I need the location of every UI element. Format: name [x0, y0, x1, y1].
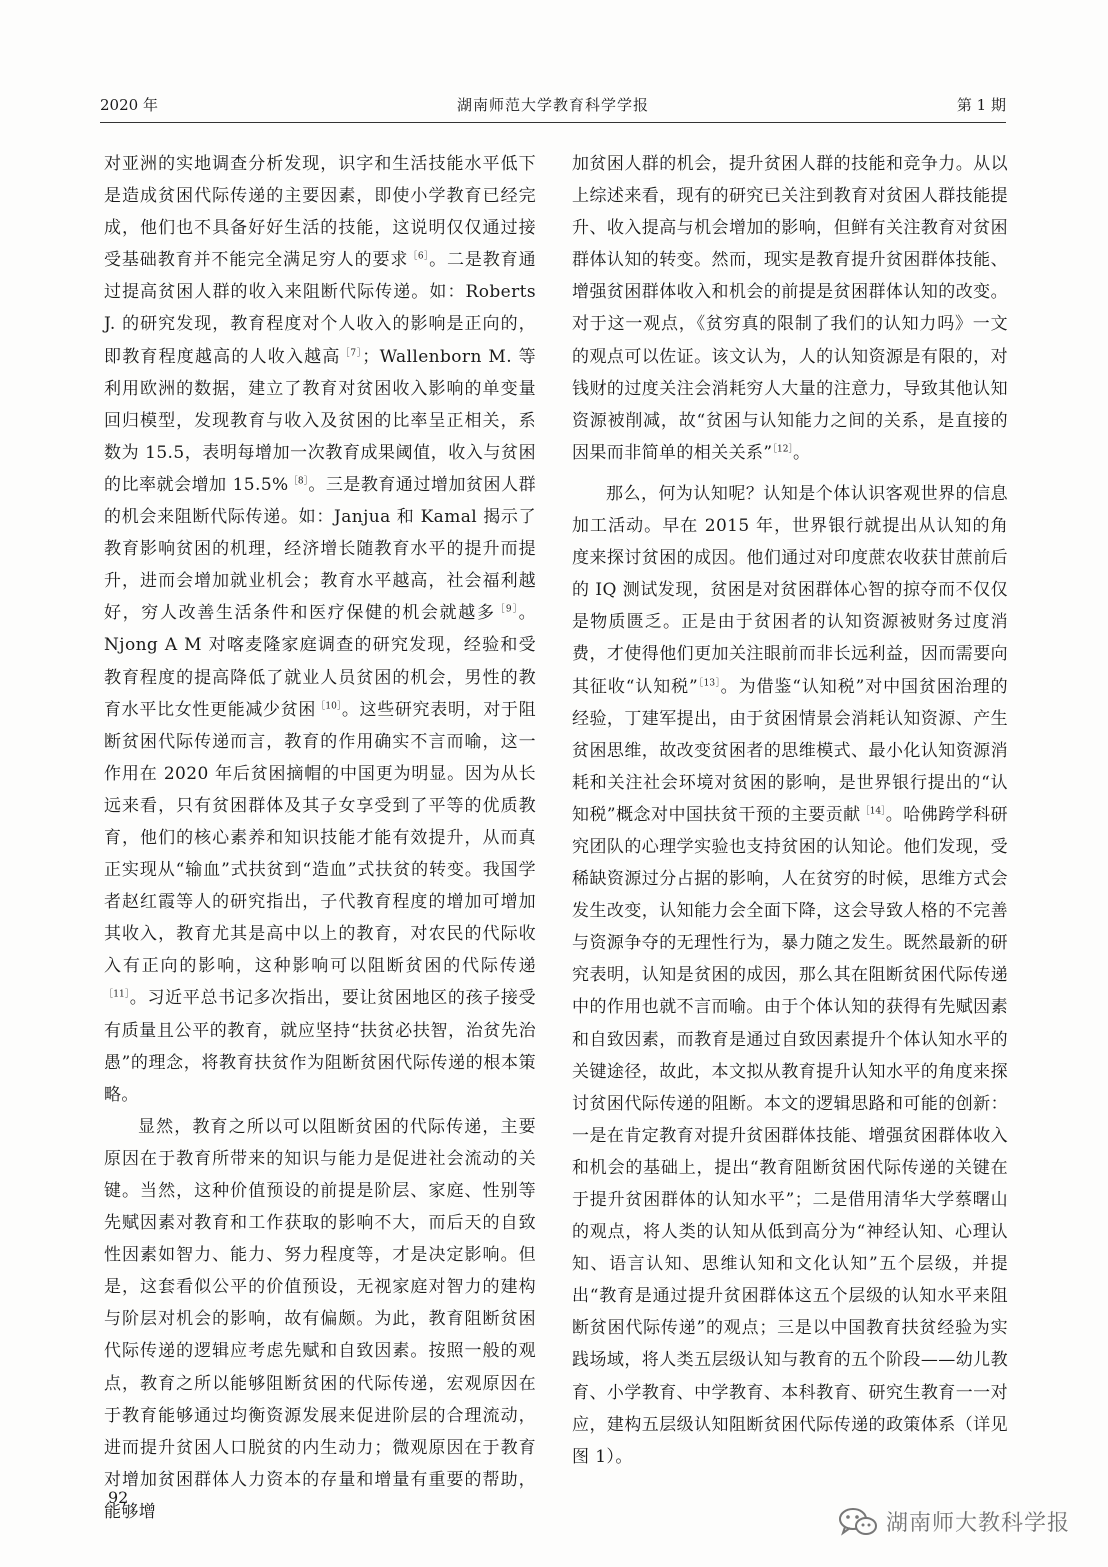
citation-11: ［11］: [104, 989, 130, 1000]
header-year: 2020 年: [100, 96, 158, 114]
body-text: 那么，何为认知呢？认知是个体认识客观世界的信息加工活动。早在 2015 年，世界银行就提出从认知的角度来探讨贫困的成因。他们通过对印度蔗农收获甘蔗前后的 IQ 测试发现，贫困是对贫困群体心智的掠夺而不仅仅是物质匮乏。正是由于贫困者的认知资源被财务过度消费，才使得他们更加关注眼前而非长远利益，因而需要向其征收“认知税”: [572, 483, 1008, 697]
citation-14: ［14］: [860, 806, 886, 817]
right-paragraph-1: [572, 148, 1008, 469]
body-text: 。习近平总书记多次指出，要让贫困地区的孩子接受有质量且公平的教育，就应坚持“扶贫必扶智，治贫先治愚”的理念，将教育扶贫作为阻断贫困代际传递的根本策略。: [104, 988, 537, 1105]
wechat-icon: [838, 1507, 878, 1537]
body-text: 。这些研究表明，对于阻断贫困代际传递而言，教育的作用确实不言而喻，这一作用在 2020 年后贫困摘帽的中国更为明显。因为从长远来看，只有贫困群体及其子女享受到了平等的优质教育，他们的核心素养和知识技能才能有效提升，从而真正实现从“输血”式扶贫到“造血”式扶贫的转变。我国学者赵红霞等人的研究指出，子代教育程度的增加可增加其收入，教育尤其是高中以上的教育，对农民的代际收入有正向的影响，这种影响可以阻断贫困的代际传递: [104, 699, 536, 977]
watermark-text: 湖南师大教科学报: [885, 1511, 1070, 1536]
header-rule: [100, 122, 1006, 123]
body-text: 。: [792, 442, 811, 463]
running-header: [100, 90, 1006, 120]
citation-6: ［6］: [408, 251, 430, 262]
body-text: ；Wallenborn M. 等利用欧洲的数据，建立了教育对贫困收入影响的单变量回归模型，发现教育与收入及贫困的比率呈正相关，系数为 15.5，表明每增加一次教育成果阈值，收入与贫困的比率就会增加 15.5%: [104, 346, 537, 495]
body-text: 。为借鉴“认知税”对中国贫困治理的经验，丁建军提出，由于贫困情景会消耗认知资源、产生贫困思维，故改变贫困者的思维模式、最小化认知资源消耗和关注社会环境对贫困的影响，是世界银行提出的“认知税”概念对中国扶贫干预的主要贡献: [572, 676, 1008, 825]
body-text: 加贫困人群的机会，提升贫困人群的技能和竞争力。从以上综述来看，现有的研究已关注到教育对贫困人群技能提升、收入提高与机会增加的影响，但鲜有关注教育对贫困群体认知的转变。然而，现实是教育提升贫困群体技能、增强贫困群体收入和机会的前提是贫困群体认知的改变。对于这一观点，《贫穷真的限制了我们的认知力吗》一文的观点可以佐证。该文认为，人的认知资源是有限的，对钱财的过度关注会消耗穷人大量的注意力，导致其他认知资源被削减，故“贫困与认知能力之间的关系，是直接的因果而非简单的相关关系”: [572, 154, 1008, 463]
left-paragraph-2: 显然，教育之所以可以阻断贫困的代际传递，主要原因在于教育所带来的知识与能力是促进社会流动的关键。当然，这种价值预设的前提是阶层、家庭、性别等先赋因素对教育和工作获取的影响不大，而后天的自致性因素如智力、能力、努力程度等，才是决定影响。但是，这套看似公平的价值预设，无视家庭对智力的建构与阶层对机会的影响，故有偏颇。为此，教育阻断贫困代际传递的逻辑应考虑先赋和自致因素。按照一般的观点，教育之所以能够阻断贫困的代际传递，宏观原因在于教育能够通过均衡资源发展来促进阶层的合理流动，进而提升贫困人口脱贫的内生动力；微观原因在于教育对增加贫困群体人力资本的存量和增量有重要的帮助，能够增: [104, 1116, 536, 1522]
citation-10: ［10］: [316, 700, 342, 711]
body-text: 。三是教育通过增加贫困人群的机会来阻断代际传递。如：Janjua 和 Kamal 揭示了教育影响贫困的机理，经济增长随教育水平的提升而提升，进而会增加就业机会；教育水平越高，社会福利越好，穷人改善生活条件和医疗保健的机会就越多: [104, 474, 536, 624]
body-text: 。二是教育通过提高贫困人群的收入来阻断代际传递。如：Roberts J. 的研究发现，教育程度对个人收入的影响是正向的，即教育程度越高的人收入越高: [104, 250, 536, 367]
header-issue: 第 1 期: [956, 96, 1006, 114]
citation-9: ［9］: [495, 604, 519, 615]
left-paragraph-1: [104, 148, 536, 1111]
citation-13: ［13］: [698, 677, 721, 688]
body-text: 。Njong A M 对喀麦隆家庭调查的研究发现，经验和受教育程度的提高降低了就业人员贫困的机会，男性的教育水平比女性更能减少贫困: [104, 603, 536, 720]
left-column: [104, 148, 536, 1528]
page-number: 92: [108, 1488, 129, 1507]
body-text: 对亚洲的实地调查分析发现，识字和生活技能水平低下是造成贫困代际传递的主要因素，即使小学教育已经完成，他们也不具备好好生活的技能，这说明仅仅通过接受基础教育并不能完全满足穷人的要求: [104, 154, 536, 271]
citation-8: ［8］: [288, 476, 309, 487]
citation-12: ［12］: [772, 444, 793, 455]
wechat-watermark: [838, 1506, 1070, 1537]
body-text: 。哈佛跨学科研究团队的心理学实验也支持贫困的认知论。他们发现，受稀缺资源过分占据的影响，人在贫穷的时候，思维方式会发生改变，认知能力会全面下降，这会导致人格的不完善与资源争夺的无理性行为，暴力随之发生。既然最新的研究表明，认知是贫困的成因，那么其在阻断贫困代际传递中的作用也就不言而喻。由于个体认知的获得有先赋因素和自致因素，而教育是通过自致因素提升个体认知水平的关键途径，故此，本文拟从教育提升认知水平的角度来探讨贫困代际传递的阻断。本文的逻辑思路和可能的创新：一是在肯定教育对提升贫困群体技能、增强贫困群体收入和机会的基础上，提出“教育阻断贫困代际传递的关键在于提升贫困群体的认知水平”；二是借用清华大学蔡曙山的观点，将人类的认知从低到高分为“神经认知、心理认知、语言认知、思维认知和文化认知”五个层级，并提出“教育是通过提升贫困群体这五个层级的认知水平来阻断贫困代际传递”的观点；三是以中国教育扶贫经验为实践场域，将人类五层级认知与教育的五个阶段——幼儿教育、小学教育、中学教育、本科教育、研究生教育一一对应，建构五层级认知阻断贫困代际传递的政策体系（详见图 1）。: [572, 804, 1008, 1467]
right-paragraph-2: [572, 478, 1008, 1473]
right-column: [572, 148, 1008, 1473]
citation-7: ［7］: [340, 347, 363, 358]
header-journal-title: 湖南师范大学教育科学学报: [456, 96, 649, 114]
